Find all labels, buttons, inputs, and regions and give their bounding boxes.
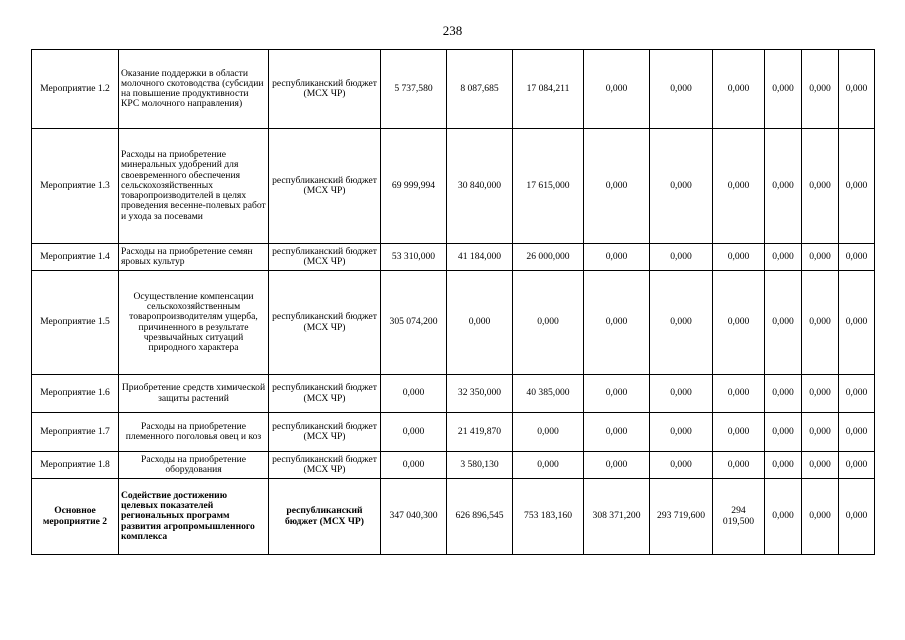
value-cell: 0,000 <box>765 244 802 271</box>
value-cell: 0,000 <box>584 413 650 452</box>
item-cell: Мероприятие 1.5 <box>32 271 119 375</box>
value-cell: 0,000 <box>584 129 650 244</box>
value-cell: 5 737,580 <box>381 50 447 129</box>
value-cell: 21 419,870 <box>447 413 513 452</box>
table-row <box>32 50 875 129</box>
budget-table <box>31 49 875 555</box>
page-number: 238 <box>442 23 463 38</box>
value-cell: 347 040,300 <box>381 479 447 555</box>
value-cell: 305 074,200 <box>381 271 447 375</box>
value-cell: 0,000 <box>584 271 650 375</box>
value-cell: 0,000 <box>650 244 713 271</box>
value-cell: 0,000 <box>802 479 839 555</box>
value-cell: 0,000 <box>584 452 650 479</box>
name-cell: Расходы на приобретение оборудования <box>119 452 269 479</box>
value-cell: 32 350,000 <box>447 375 513 413</box>
value-cell: 0,000 <box>713 129 765 244</box>
value-cell: 0,000 <box>650 413 713 452</box>
value-cell: 53 310,000 <box>381 244 447 271</box>
table-row <box>32 413 875 452</box>
value-cell: 308 371,200 <box>584 479 650 555</box>
item-cell: Мероприятие 1.6 <box>32 375 119 413</box>
table-row <box>32 271 875 375</box>
value-cell: 30 840,000 <box>447 129 513 244</box>
value-cell: 17 615,000 <box>513 129 584 244</box>
name-cell: Приобретение средств химической защиты растений <box>119 375 269 413</box>
value-cell: 3 580,130 <box>447 452 513 479</box>
item-cell: Мероприятие 1.2 <box>32 50 119 129</box>
value-cell: 0,000 <box>839 271 875 375</box>
value-cell: 0,000 <box>381 413 447 452</box>
source-cell: республиканский бюджет (МСХ ЧР) <box>269 129 381 244</box>
value-cell: 0,000 <box>650 129 713 244</box>
value-cell: 0,000 <box>381 375 447 413</box>
value-cell: 69 999,994 <box>381 129 447 244</box>
value-cell: 0,000 <box>650 271 713 375</box>
value-cell: 0,000 <box>839 375 875 413</box>
value-cell: 0,000 <box>839 129 875 244</box>
table-row <box>32 479 875 555</box>
item-cell: Мероприятие 1.8 <box>32 452 119 479</box>
value-cell: 0,000 <box>839 244 875 271</box>
value-cell: 0,000 <box>802 244 839 271</box>
value-cell: 0,000 <box>447 271 513 375</box>
value-cell: 0,000 <box>765 413 802 452</box>
value-cell: 626 896,545 <box>447 479 513 555</box>
value-cell: 0,000 <box>584 50 650 129</box>
source-cell: республиканский бюджет (МСХ ЧР) <box>269 452 381 479</box>
name-cell: Расходы на приобретение семян яровых культур <box>119 244 269 271</box>
value-cell: 0,000 <box>839 479 875 555</box>
value-cell: 0,000 <box>802 375 839 413</box>
value-cell: 0,000 <box>765 375 802 413</box>
value-cell: 0,000 <box>765 50 802 129</box>
value-cell: 0,000 <box>713 50 765 129</box>
name-cell: Расходы на приобретение минеральных удобрений для своевременного обеспечения сельскохозяйственных товаропроизводителей в целях проведения весенне-полевых работ и ухода за посевами <box>119 129 269 244</box>
item-cell: Основное мероприятие 2 <box>32 479 119 555</box>
source-cell: республиканский бюджет (МСХ ЧР) <box>269 244 381 271</box>
value-cell: 8 087,685 <box>447 50 513 129</box>
value-cell: 0,000 <box>802 452 839 479</box>
value-cell: 0,000 <box>802 271 839 375</box>
value-cell: 0,000 <box>802 129 839 244</box>
value-cell: 0,000 <box>839 413 875 452</box>
value-cell: 0,000 <box>839 50 875 129</box>
name-cell: Оказание поддержки в области молочного скотоводства (субсидии на повышение продуктивности КРС молочного направления) <box>119 50 269 129</box>
item-cell: Мероприятие 1.7 <box>32 413 119 452</box>
value-cell: 41 184,000 <box>447 244 513 271</box>
value-cell: 0,000 <box>713 452 765 479</box>
item-cell: Мероприятие 1.4 <box>32 244 119 271</box>
value-cell: 293 719,600 <box>650 479 713 555</box>
value-cell: 0,000 <box>713 375 765 413</box>
table-row <box>32 129 875 244</box>
value-cell: 0,000 <box>650 452 713 479</box>
value-cell: 0,000 <box>650 50 713 129</box>
name-cell: Расходы на приобретение племенного поголовья овец и коз <box>119 413 269 452</box>
value-cell: 17 084,211 <box>513 50 584 129</box>
value-cell: 0,000 <box>650 375 713 413</box>
value-cell: 294 019,500 <box>713 479 765 555</box>
value-cell: 0,000 <box>802 413 839 452</box>
value-cell: 0,000 <box>713 244 765 271</box>
table-row <box>32 244 875 271</box>
value-cell: 0,000 <box>584 375 650 413</box>
value-cell: 0,000 <box>839 452 875 479</box>
source-cell: республиканский бюджет (МСХ ЧР) <box>269 479 381 555</box>
value-cell: 0,000 <box>765 271 802 375</box>
value-cell: 40 385,000 <box>513 375 584 413</box>
value-cell: 0,000 <box>584 244 650 271</box>
source-cell: республиканский бюджет (МСХ ЧР) <box>269 375 381 413</box>
source-cell: республиканский бюджет (МСХ ЧР) <box>269 271 381 375</box>
table-row <box>32 452 875 479</box>
value-cell: 0,000 <box>713 413 765 452</box>
item-cell: Мероприятие 1.3 <box>32 129 119 244</box>
value-cell: 753 183,160 <box>513 479 584 555</box>
source-cell: республиканский бюджет (МСХ ЧР) <box>269 413 381 452</box>
value-cell: 0,000 <box>513 413 584 452</box>
value-cell: 0,000 <box>513 452 584 479</box>
source-cell: республиканский бюджет (МСХ ЧР) <box>269 50 381 129</box>
value-cell: 0,000 <box>765 452 802 479</box>
value-cell: 0,000 <box>713 271 765 375</box>
value-cell: 0,000 <box>513 271 584 375</box>
value-cell: 26 000,000 <box>513 244 584 271</box>
value-cell: 0,000 <box>381 452 447 479</box>
name-cell: Осуществление компенсации сельскохозяйственным товаропроизводителям ущерба, причиненного в результате чрезвычайных ситуаций природного характера <box>119 271 269 375</box>
value-cell: 0,000 <box>765 129 802 244</box>
value-cell: 0,000 <box>765 479 802 555</box>
table-row <box>32 375 875 413</box>
name-cell: Содействие достижению целевых показателей региональных программ развития агропромышленного комплекса <box>119 479 269 555</box>
value-cell: 0,000 <box>802 50 839 129</box>
